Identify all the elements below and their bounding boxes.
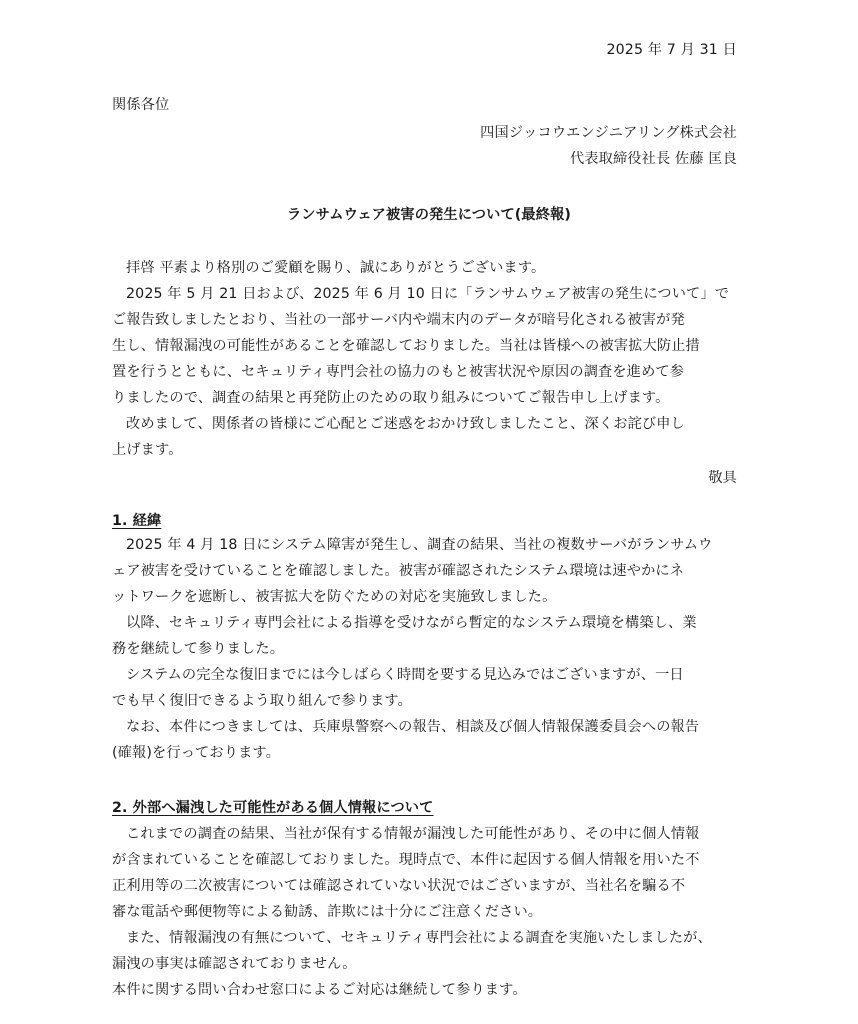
document-date: 2025 年 7 月 31 日 [606,42,737,58]
recipient: 関係各位 [112,97,170,113]
intro-line: ご報告致しましたとおり、当社の一部サーバ内や端末内のデータが暗号化される被害が発 [112,312,685,328]
section-heading-1: 1. 経緯 [112,513,162,529]
section1-line: 2025 年 4 月 18 日にシステム障害が発生し、調査の結果、当社の複数サーバがランサムウ [126,537,713,553]
intro-line: 改めまして、関係者の皆様にご心配とご迷惑をおかけ致しましたこと、深くお詫び申し [126,416,685,432]
section1-line: システムの完全な復旧までには今しばらく時間を要する見込みではございますが、一日 [126,667,684,683]
section1-line: なお、本件につきましては、兵庫県警察への報告、相談及び個人情報保護委員会への報告 [126,719,700,735]
intro-line: 拝啓 平素より格別のご愛顧を賜り、誠にありがとうございます。 [126,260,546,276]
intro-line: りましたので、調査の結果と再発防止のための取り組みについてご報告申し上げます。 [112,390,670,406]
section2-line: 正利用等の二次被害については確認されていない状況ではございますが、当社名を騙る不 [112,878,686,894]
section2-line: が含まれていることを確認しておりました。現時点で、本件に起因する個人情報を用いた不 [112,852,700,868]
section1-line: 務を継続して参りました。 [112,641,285,657]
intro-line: 2025 年 5 月 21 日および、2025 年 6 月 10 日に「ランサムウェア被害の発生について」で [126,286,730,302]
section1-line: でも早く復旧できるよう取り組んで参ります。 [112,693,412,709]
company-name: 四国ジッコウエンジニアリング株式会社 [480,125,737,141]
section1-line: 以降、セキュリティ専門会社による指導を受けながら暫定的なシステム環境を構築し、業 [126,615,697,631]
section2-line: 漏洩の事実は確認されておりません。 [112,956,357,972]
intro-line: 上げます。 [112,442,183,458]
section2-line: これまでの調査の結果、当社が保有する情報が漏洩した可能性があり、その中に個人情報 [126,826,700,842]
section1-line: ットワークを遮断し、被害拡大を防ぐための対応を実施致しました。 [112,589,557,605]
section2-line: 本件に関する問い合わせ窓口によるご対応は継続して参ります。 [112,982,527,998]
document-title: ランサムウェア被害の発生について(最終報) [286,207,572,223]
section1-line: ェア被害を受けていることを確認しました。被害が確認されたシステム環境は速やかにネ [112,563,685,579]
section2-line: また、情報漏洩の有無について、セキュリティ専門会社による調査を実施いたしましたが、 [126,930,712,946]
section2-line: 審な電話や郵便物等による勧誘、詐欺には十分にご注意ください。 [112,904,543,920]
intro-line: 置を行うとともに、セキュリティ専門会社の協力のもと被害状況や原因の調査を進めて参 [112,364,685,380]
intro-line: 生し、情報漏洩の可能性があることを確認しておりました。当社は皆様への被害拡大防止措 [112,338,700,354]
section-heading-2: 2. 外部へ漏洩した可能性がある個人情報について [112,800,434,816]
section1-line: (確報)を行っております。 [112,745,280,761]
closing-word: 敬具 [708,470,737,486]
representative-name: 代表取締役社長 佐藤 匡良 [569,151,737,167]
